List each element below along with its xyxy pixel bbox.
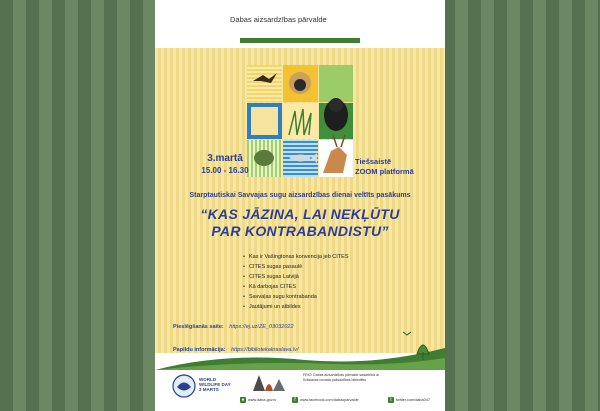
- agenda-item: • Jautājumi un atbildes: [243, 302, 349, 312]
- cites-logo: [251, 371, 287, 393]
- event-location: [355, 157, 414, 177]
- poster-header: [155, 0, 445, 8]
- twitter-icon: t: [388, 397, 394, 403]
- title-line-1: “KAS JĀZINA, LAI NEKĻŪTU: [200, 206, 400, 222]
- organizer-note: FRIO: Dabas aizsardzības pārvalde sadarbībā ar Krāslavas novada pašvaldības bibliotēku: [303, 373, 380, 382]
- wwd-line-1: WORLD: [199, 377, 216, 382]
- event-date: 3.martā: [207, 153, 243, 164]
- agenda-item: • Savvaļas sugu kontrabanda: [243, 292, 349, 302]
- title-line-2: PAR KONTRABANDISTU”: [211, 223, 389, 239]
- wwd-logo-text: [199, 377, 231, 392]
- social-link-facebook[interactable]: [292, 397, 359, 403]
- facebook-icon: f: [292, 397, 298, 403]
- turtle-icon: [254, 150, 274, 166]
- agenda-item: • CITES sugas Latvijā: [243, 272, 349, 282]
- event-title: [155, 206, 445, 240]
- wwd-line-2: WILDLIFE DAY: [199, 382, 231, 387]
- event-time: 15.00 - 16.30: [201, 166, 249, 175]
- social-web-text: www.daba.gov.lv: [248, 398, 277, 402]
- info-label: Papildu informācija:: [173, 347, 226, 353]
- green-tile-top: [319, 65, 353, 102]
- agenda-list: [243, 252, 349, 312]
- social-facebook-text: www.facebook.com/dabasparvalde: [300, 398, 359, 402]
- social-links: [240, 397, 445, 407]
- join-link[interactable]: https://ej.uz/ZE_03032022: [229, 324, 294, 330]
- event-poster: [155, 0, 445, 411]
- bird-icon: [403, 332, 411, 335]
- social-twitter-text: twitter.com/daba047: [396, 398, 430, 402]
- join-link-row: [173, 324, 294, 330]
- agenda-item: • Kas ir Vašingtonas konvencija jeb CITES: [243, 252, 349, 262]
- eagle-tile: [247, 65, 282, 102]
- globe-icon: ●: [241, 397, 245, 403]
- wildlife-mosaic: [247, 65, 353, 177]
- location-line-1: Tiešsaistē: [355, 157, 392, 166]
- agenda-item: • CITES sugas pasaulē: [243, 262, 349, 272]
- info-link-row: [173, 347, 298, 353]
- event-datetime: [195, 153, 255, 175]
- info-link[interactable]: https://bibliotekakraslava.lv/: [231, 347, 299, 353]
- event-subtitle: Starptautiskai Savvajas sugu aizsardzības dienai veltīts pasākums: [189, 192, 411, 199]
- location-line-2: ZOOM platformā: [355, 167, 414, 176]
- wwd-line-3: 3 MARTS: [199, 387, 219, 392]
- brand-bar: [240, 38, 360, 43]
- social-link-web[interactable]: [240, 397, 276, 403]
- join-label: Pieslēgšanās saite:: [173, 324, 224, 330]
- organization-name: Dabas aizsardzības pārvalde: [230, 15, 327, 24]
- agenda-item: • Kā darbojas CITES: [243, 282, 349, 292]
- social-link-twitter[interactable]: [388, 397, 430, 403]
